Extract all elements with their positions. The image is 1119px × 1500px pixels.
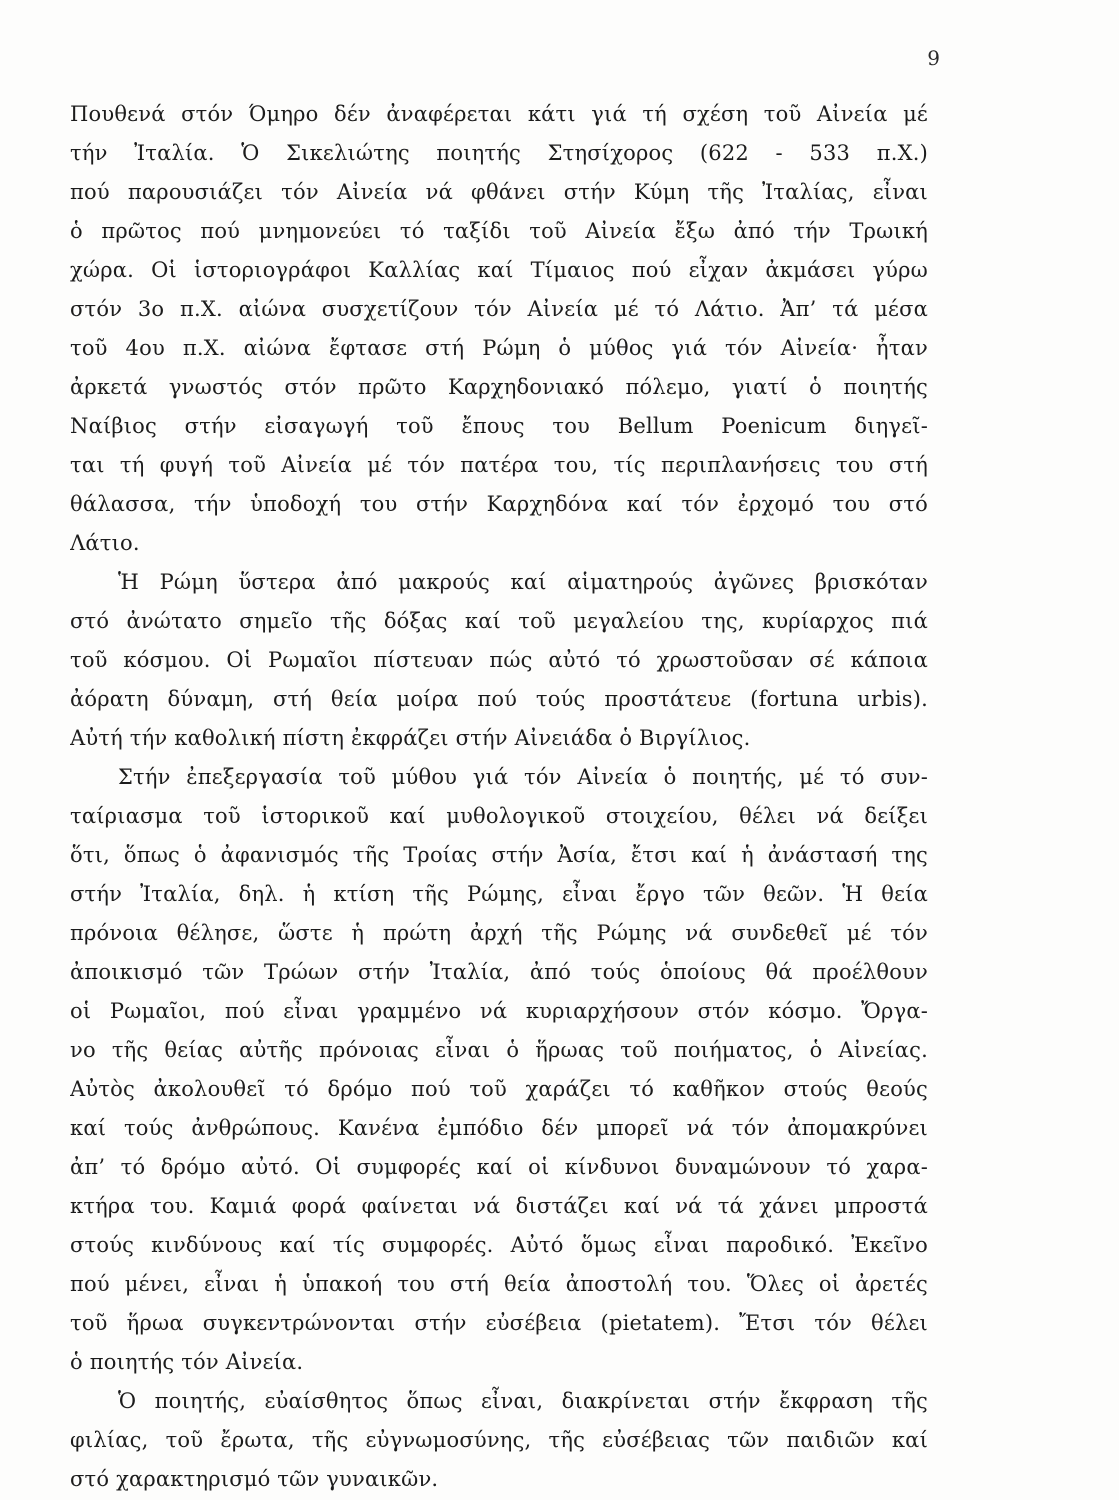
body-text	[70, 95, 928, 1499]
text-line: στό χαρακτηρισμό τῶν γυναικῶν.	[70, 1467, 439, 1491]
text-line: Ὁ ποιητής, εὐαίσθητος ὅπως εἶναι, διακρίνεται στήν ἔκφραση τῆς	[118, 1389, 928, 1413]
text-line: ὁ ποιητής τόν Αἰνεία.	[70, 1350, 304, 1374]
text-line: Ναίβιος στήν εἰσαγωγή τοῦ ἔπους του Bellum Poenicum διηγεῖ-	[70, 414, 928, 438]
page-number: 9	[927, 46, 940, 70]
text-line: χώρα. Οἱ ἱστοριογράφοι Καλλίας καί Τίμαιος πού εἶχαν ἀκμάσει γύρω	[70, 258, 928, 282]
text-line: φιλίας, τοῦ ἔρωτα, τῆς εὐγνωμοσύνης, τῆς εὐσέβειας τῶν παιδιῶν καί	[70, 1428, 928, 1452]
text-line: νο τῆς θείας αὐτῆς πρόνοιας εἶναι ὁ ἥρωας τοῦ ποιήματος, ὁ Αἰνείας.	[70, 1038, 928, 1062]
text-line: στόν 3ο π.Χ. αἰώνα συσχετίζουν τόν Αἰνεία μέ τό Λάτιο. Ἀπ’ τά μέσα	[70, 297, 928, 321]
paragraph-1	[70, 95, 928, 563]
text-line: θάλασσα, τήν ὑποδοχή του στήν Καρχηδόνα καί τόν ἐρχομό του στό	[70, 492, 928, 516]
text-line: Λάτιο.	[70, 531, 140, 555]
text-line: τοῦ ἥρωα συγκεντρώνονται στήν εὐσέβεια (pietatem). Ἔτσι τόν θέλει	[70, 1311, 928, 1335]
text-line: Ἡ Ρώμη ὕστερα ἀπό μακρούς καί αἱματηρούς ἀγῶνες βρισκόταν	[118, 570, 928, 594]
text-line: οἱ Ρωμαῖοι, πού εἶναι γραμμένο νά κυριαρχήσουν στόν κόσμο. Ὄργα-	[70, 999, 928, 1023]
text-line: ὁ πρῶτος πού μνημονεύει τό ταξίδι τοῦ Αἰνεία ἔξω ἀπό τήν Τρωική	[70, 219, 928, 243]
paragraph-2	[70, 563, 928, 758]
text-line: κτήρα του. Καμιά φορά φαίνεται νά διστάζει καί νά τά χάνει μπροστά	[70, 1194, 928, 1218]
paragraph-3	[70, 758, 928, 1382]
text-line: τοῦ κόσμου. Οἱ Ρωμαῖοι πίστευαν πώς αὐτό τό χρωστοῦσαν σέ κάποια	[70, 648, 928, 672]
text-line: ὅτι, ὅπως ὁ ἀφανισμός τῆς Τροίας στήν Ἀσία, ἔτσι καί ἡ ἀνάστασή της	[70, 843, 928, 867]
text-line: ἀποικισμό τῶν Τρώων στήν Ἰταλία, ἀπό τούς ὁποίους θά προέλθουν	[70, 960, 928, 984]
text-line: τοῦ 4ου π.Χ. αἰώνα ἔφτασε στή Ρώμη ὁ μύθος γιά τόν Αἰνεία· ἦταν	[70, 336, 928, 360]
text-line: στό ἀνώτατο σημεῖο τῆς δόξας καί τοῦ μεγαλείου της, κυρίαρχος πιά	[70, 609, 928, 633]
text-line: ἀόρατη δύναμη, στή θεία μοίρα πού τούς προστάτευε (fortuna urbis).	[70, 687, 928, 711]
text-line: καί τούς ἀνθρώπους. Κανένα ἐμπόδιο δέν μπορεῖ νά τόν ἀπομακρύνει	[70, 1116, 928, 1140]
text-line: ἀρκετά γνωστός στόν πρῶτο Καρχηδονιακό πόλεμο, γιατί ὁ ποιητής	[70, 375, 928, 399]
text-line: Πουθενά στόν Όμηρο δέν ἀναφέρεται κάτι γιά τή σχέση τοῦ Αἰνεία μέ	[70, 102, 928, 126]
text-line: στούς κινδύνους καί τίς συμφορές. Αὐτό ὅμως εἶναι παροδικό. Ἐκεῖνο	[70, 1233, 928, 1257]
text-line: τήν Ἰταλία. Ὁ Σικελιώτης ποιητής Στησίχορος (622 - 533 π.Χ.)	[70, 141, 928, 165]
paragraph-4	[70, 1382, 928, 1499]
text-line: Αὐτή τήν καθολική πίστη ἐκφράζει στήν Αἰνειάδα ὁ Βιργίλιος.	[70, 726, 751, 750]
text-line: Στήν ἐπεξεργασία τοῦ μύθου γιά τόν Αἰνεία ὁ ποιητής, μέ τό συν-	[118, 765, 928, 789]
text-line: ται τή φυγή τοῦ Αἰνεία μέ τόν πατέρα του, τίς περιπλανήσεις του στή	[70, 453, 928, 477]
text-line: ταίριασμα τοῦ ἱστορικοῦ καί μυθολογικοῦ στοιχείου, θέλει νά δείξει	[70, 804, 928, 828]
text-line: στήν Ἰταλία, δηλ. ἡ κτίση τῆς Ρώμης, εἶναι ἔργο τῶν θεῶν. Ἡ θεία	[70, 882, 928, 906]
text-line: Αὐτὸς ἀκολουθεῖ τό δρόμο πού τοῦ χαράζει τό καθῆκον στούς θεούς	[70, 1077, 928, 1101]
text-line: πού παρουσιάζει τόν Αἰνεία νά φθάνει στήν Κύμη τῆς Ἰταλίας, εἶναι	[70, 180, 928, 204]
text-line: πού μένει, εἶναι ἡ ὑπακοή του στή θεία ἀποστολή του. Ὅλες οἱ ἀρετές	[70, 1272, 928, 1296]
text-line: ἀπ’ τό δρόμο αὐτό. Οἱ συμφορές καί οἱ κίνδυνοι δυναμώνουν τό χαρα-	[70, 1155, 928, 1179]
text-line: πρόνοια θέλησε, ὥστε ἡ πρώτη ἀρχή τῆς Ρώμης νά συνδεθεῖ μέ τόν	[70, 921, 928, 945]
